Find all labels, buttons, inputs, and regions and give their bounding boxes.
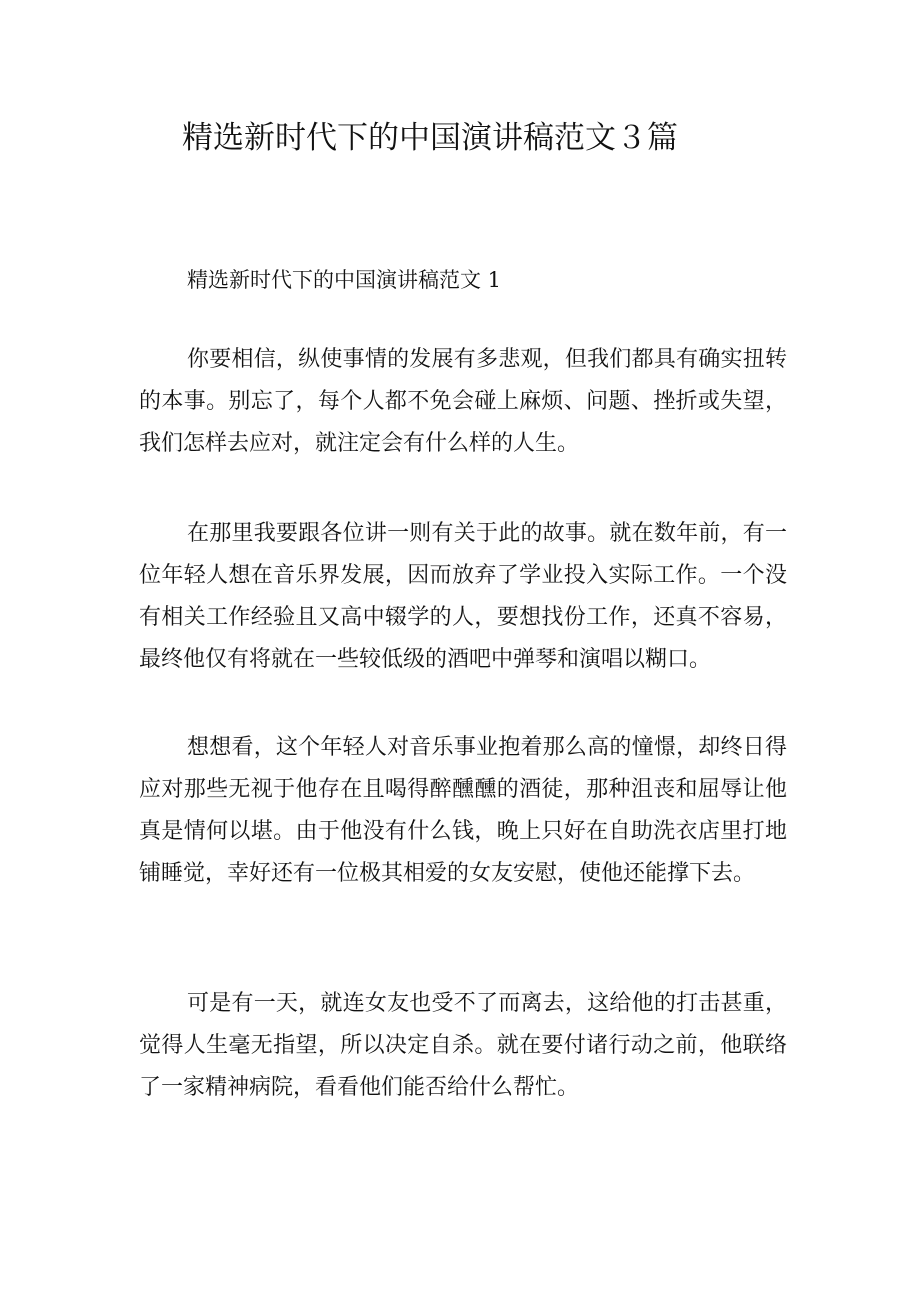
paragraph-4: 可是有一天，就连女友也受不了而离去，这给他的打击甚重，觉得人生毫无指望，所以决定自杀。就在要付诸行动之前，他联络了一家精神病院，看看他们能否给什么帮忙。 [139,991,787,1100]
section-heading: 精选新时代下的中国演讲稿范文 1 [187,268,502,292]
paragraph-3: 想想看，这个年轻人对音乐事业抱着那么高的憧憬，却终日得应对那些无视于他存在且喝得醉醺醺的酒徒，那种沮丧和屈辱让他真是情何以堪。由于他没有什么钱，晚上只好在自助洗衣店里打地铺睡觉，幸好还有一位极其相爱的女友安慰，使他还能撑下去。 [139,735,787,886]
paragraph-2: 在那里我要跟各位讲一则有关于此的故事。就在数年前，有一位年轻人想在音乐界发展，因而放弃了学业投入实际工作。一个没有相关工作经验且又高中辍学的人，要想找份工作，还真不容易，最终他仅有将就在一些较低级的酒吧中弹琴和演唱以糊口。 [139,521,787,672]
paragraph-1: 你要相信，纵使事情的发展有多悲观，但我们都具有确实扭转的本事。别忘了，每个人都不免会碰上麻烦、问题、挫折或失望，我们怎样去应对，就注定会有什么样的人生。 [139,347,787,456]
document-title: 精选新时代下的中国演讲稿范文３篇 [182,120,678,156]
